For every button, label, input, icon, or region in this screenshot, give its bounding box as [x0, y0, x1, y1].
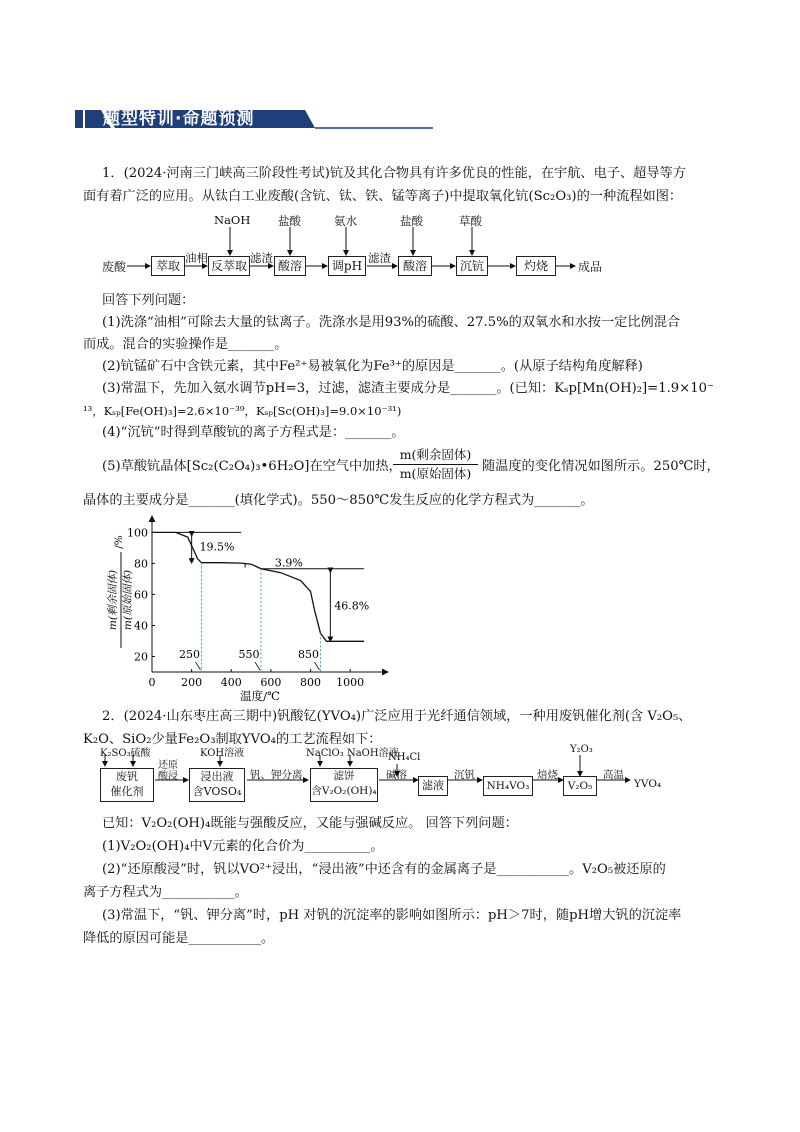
q1-intro-line2: 面有着广泛的应用。从钛白工业废酸(含钪、钛、铁、锰等离子)中提取氧化钪(Sc₂O₃)的一种流程如图： [83, 189, 683, 204]
q2-reagent-2: KOH溶液 [200, 748, 245, 759]
q2-step1-line2: 酸浸 [158, 771, 178, 782]
q1-fraction-denominator: m(原始固体) [399, 466, 472, 481]
q2-reagent-5: Y₂O₃ [570, 744, 593, 755]
q2-sub2-line1: (2)“还原酸浸”时，钒以VO²⁺浸出，“浸出液”中还含有的金属离子是___________。V₂O₅被还原的 [102, 862, 666, 877]
y-tick-label: 100 [127, 526, 148, 540]
x-axis-label: 温度/℃ [240, 689, 280, 702]
q2-sub1: (1)V₂O₂(OH)₄中V元素的化合价为__________。 [102, 839, 384, 854]
q1-sub3-line1: (3)常温下，先加入氨水调节pH=3，过滤，滤渣主要成分是_______。(已知：Kₛp[Mn(OH)₂]=1.9×10⁻ [102, 381, 714, 396]
x-tick-label: 0 [148, 676, 156, 689]
q2-step-1 [158, 760, 178, 782]
x-tick-label: 800 [300, 676, 322, 689]
temp-marker-tick [196, 662, 201, 670]
q1-sub2: (2)钪锰矿石中含铁元素，其中Fe²⁺易被氧化为Fe³⁺的原因是_______。(从原子结构角度解释) [102, 359, 643, 374]
q2-reagent-3: NaClO₃ NaOH溶液 [306, 748, 399, 759]
section-header-title: 题型特训·命题预测 [103, 109, 255, 129]
q2-box1-line1: 废钒 [116, 770, 138, 783]
q2-sub3-line2: 降低的原因可能是___________。 [83, 931, 275, 946]
q2-flow-end: YVO₄ [634, 778, 662, 790]
q2-step1-line1: 还原 [158, 760, 178, 771]
q1-edge-label-3: 滤渣 [368, 251, 391, 265]
y-tick-label: 60 [134, 588, 148, 602]
q1-intro-line1: 1．(2024·河南三门峡高三阶段性考试)钪及其化合物具有许多优良的性能，在宇航、电子、超导等方 [102, 166, 686, 181]
x-tick-label: 400 [220, 676, 242, 689]
q1-flow-end: 成品 [578, 260, 603, 274]
q2-step-4: 沉钒 [454, 769, 475, 781]
temp-marker-label: 550 [238, 648, 260, 661]
thermal-curve [152, 532, 364, 641]
q2-flow-box-filtrate: 滤液 [418, 776, 448, 796]
q1-prompt: 回答下列问题： [102, 293, 195, 308]
q1-flow-box-1: 萃取 [151, 256, 185, 276]
q1-flow-box-4: 调pH [328, 256, 366, 276]
q1-reagent-3: 氨水 [334, 214, 357, 228]
q2-box3-line2: 含V₂O₂(OH)₄ [311, 785, 377, 797]
q1-edge-label-1: 油相 [185, 251, 208, 265]
q2-flow-box-catalyst [100, 768, 154, 802]
temp-marker-tick [314, 662, 319, 670]
q2-step-2: 钒、钾分离 [250, 769, 303, 781]
temp-marker-tick [255, 662, 260, 670]
y-axis-label-numerator: m(剩余固体) [107, 569, 119, 631]
q2-flow-box-leachate [189, 768, 245, 802]
q2-sub2-line2: 离子方程式为___________。 [83, 885, 248, 900]
q1-sub5-post: 随温度的变化情况如图所示。250℃时， [482, 459, 720, 474]
y-tick-label: 20 [134, 650, 148, 664]
q1-flow-box-5: 酸溶 [398, 256, 432, 276]
q1-sub4: (4)“沉钪”时得到草酸钪的离子方程式是：_______。 [102, 425, 405, 440]
annotation-label: 46.8% [334, 599, 370, 613]
q1-reagent-5: 草酸 [459, 214, 482, 228]
q2-box3-line1: 滤饼 [333, 770, 355, 782]
q1-fraction [393, 446, 478, 483]
q1-sub5-pre: (5)草酸钪晶体[Sc₂(C₂O₄)₃•6H₂O]在空气中加热， [102, 459, 402, 474]
q1-flow-box-2: 反萃取 [208, 256, 250, 276]
q2-reagent-1: K₂SO₃硫酸 [100, 748, 151, 759]
q2-box1-line2: 催化剂 [110, 785, 144, 798]
q1-sub1-line1: (1)洗涤“油相”可除去大量的钛离子。洗涤水是用93%的硫酸、27.5%的双氧水和水按一定比例混合 [102, 315, 681, 330]
q2-flow-box-nh4vo3: NH₄VO₃ [483, 776, 533, 796]
q1-reagent-4: 盐酸 [400, 214, 423, 228]
q1-flow-box-3: 酸溶 [274, 256, 306, 276]
temp-marker-label: 850 [297, 648, 319, 661]
q1-sub3-line2: ¹³，Kₛₚ[Fe(OH)₃]=2.6×10⁻³⁹，Kₛₚ[Sc(OH)₃]=9.0×10⁻³¹) [83, 404, 402, 418]
y-tick-label: 40 [134, 619, 148, 633]
q2-box2-line2: 含VOSO₄ [192, 785, 242, 798]
q1-flow-box-7: 灼烧 [516, 256, 556, 276]
q2-flow-box-v2o5: V₂O₅ [563, 776, 597, 796]
q2-sub3-line1: (3)常温下，“钒、钾分离”时，pH 对钒的沉淀率的影响如图所示：pH＞7时，随pH增大钒的沉淀率 [102, 908, 682, 923]
temp-marker-label: 250 [179, 648, 201, 661]
q1-sub5-line2: 晶体的主要成分是_______(填化学式)。550～850℃发生反应的化学方程式为_______。 [83, 493, 594, 508]
q2-box2-line1: 浸出液 [200, 770, 234, 783]
q1-sub1-line2: 而成。混合的实验操作是_______。 [83, 337, 288, 352]
q1-fraction-numerator: m(剩余固体) [393, 446, 478, 465]
q2-flow-box-filtercake [310, 768, 378, 802]
q2-known: 已知：V₂O₂(OH)₄既能与强酸反应，又能与强碱反应。 回答下列问题： [102, 816, 518, 831]
q2-intro-line2: K₂O、SiO₂少量Fe₂O₃制取YVO₄的工艺流程如下： [83, 732, 382, 747]
q2-step-5: 焙烧 [537, 769, 558, 781]
q1-reagent-1: NaOH [214, 213, 251, 227]
q1-edge-label-2: 滤渣 [250, 251, 273, 265]
x-tick-label: 600 [260, 676, 282, 689]
q1-flow-box-6: 沉钪 [456, 256, 488, 276]
x-tick-label: 200 [181, 676, 203, 689]
q1-reagent-2: 盐酸 [278, 214, 301, 228]
q1-flow-start: 废酸 [102, 260, 127, 274]
q1-thermal-chart [100, 512, 400, 702]
q2-reagent-4: NH₄Cl [388, 752, 421, 763]
y-axis-label-denominator: m(原始固体) [122, 569, 134, 631]
q2-step-3: 碱溶 [386, 769, 407, 781]
q2-step-6: 高温 [603, 769, 624, 781]
y-tick-label: 80 [134, 557, 148, 571]
annotation-label: 3.9% [274, 556, 303, 570]
q2-intro-line1: 2．(2024·山东枣庄高三期中)钒酸钇(YVO₄)广泛应用于光纤通信领域，一种用废钒催化剂(含 V₂O₅、 [102, 709, 692, 724]
annotation-label: 19.5% [199, 540, 235, 554]
x-tick-label: 1000 [336, 676, 365, 689]
y-axis-label-unit: /% [113, 535, 125, 549]
